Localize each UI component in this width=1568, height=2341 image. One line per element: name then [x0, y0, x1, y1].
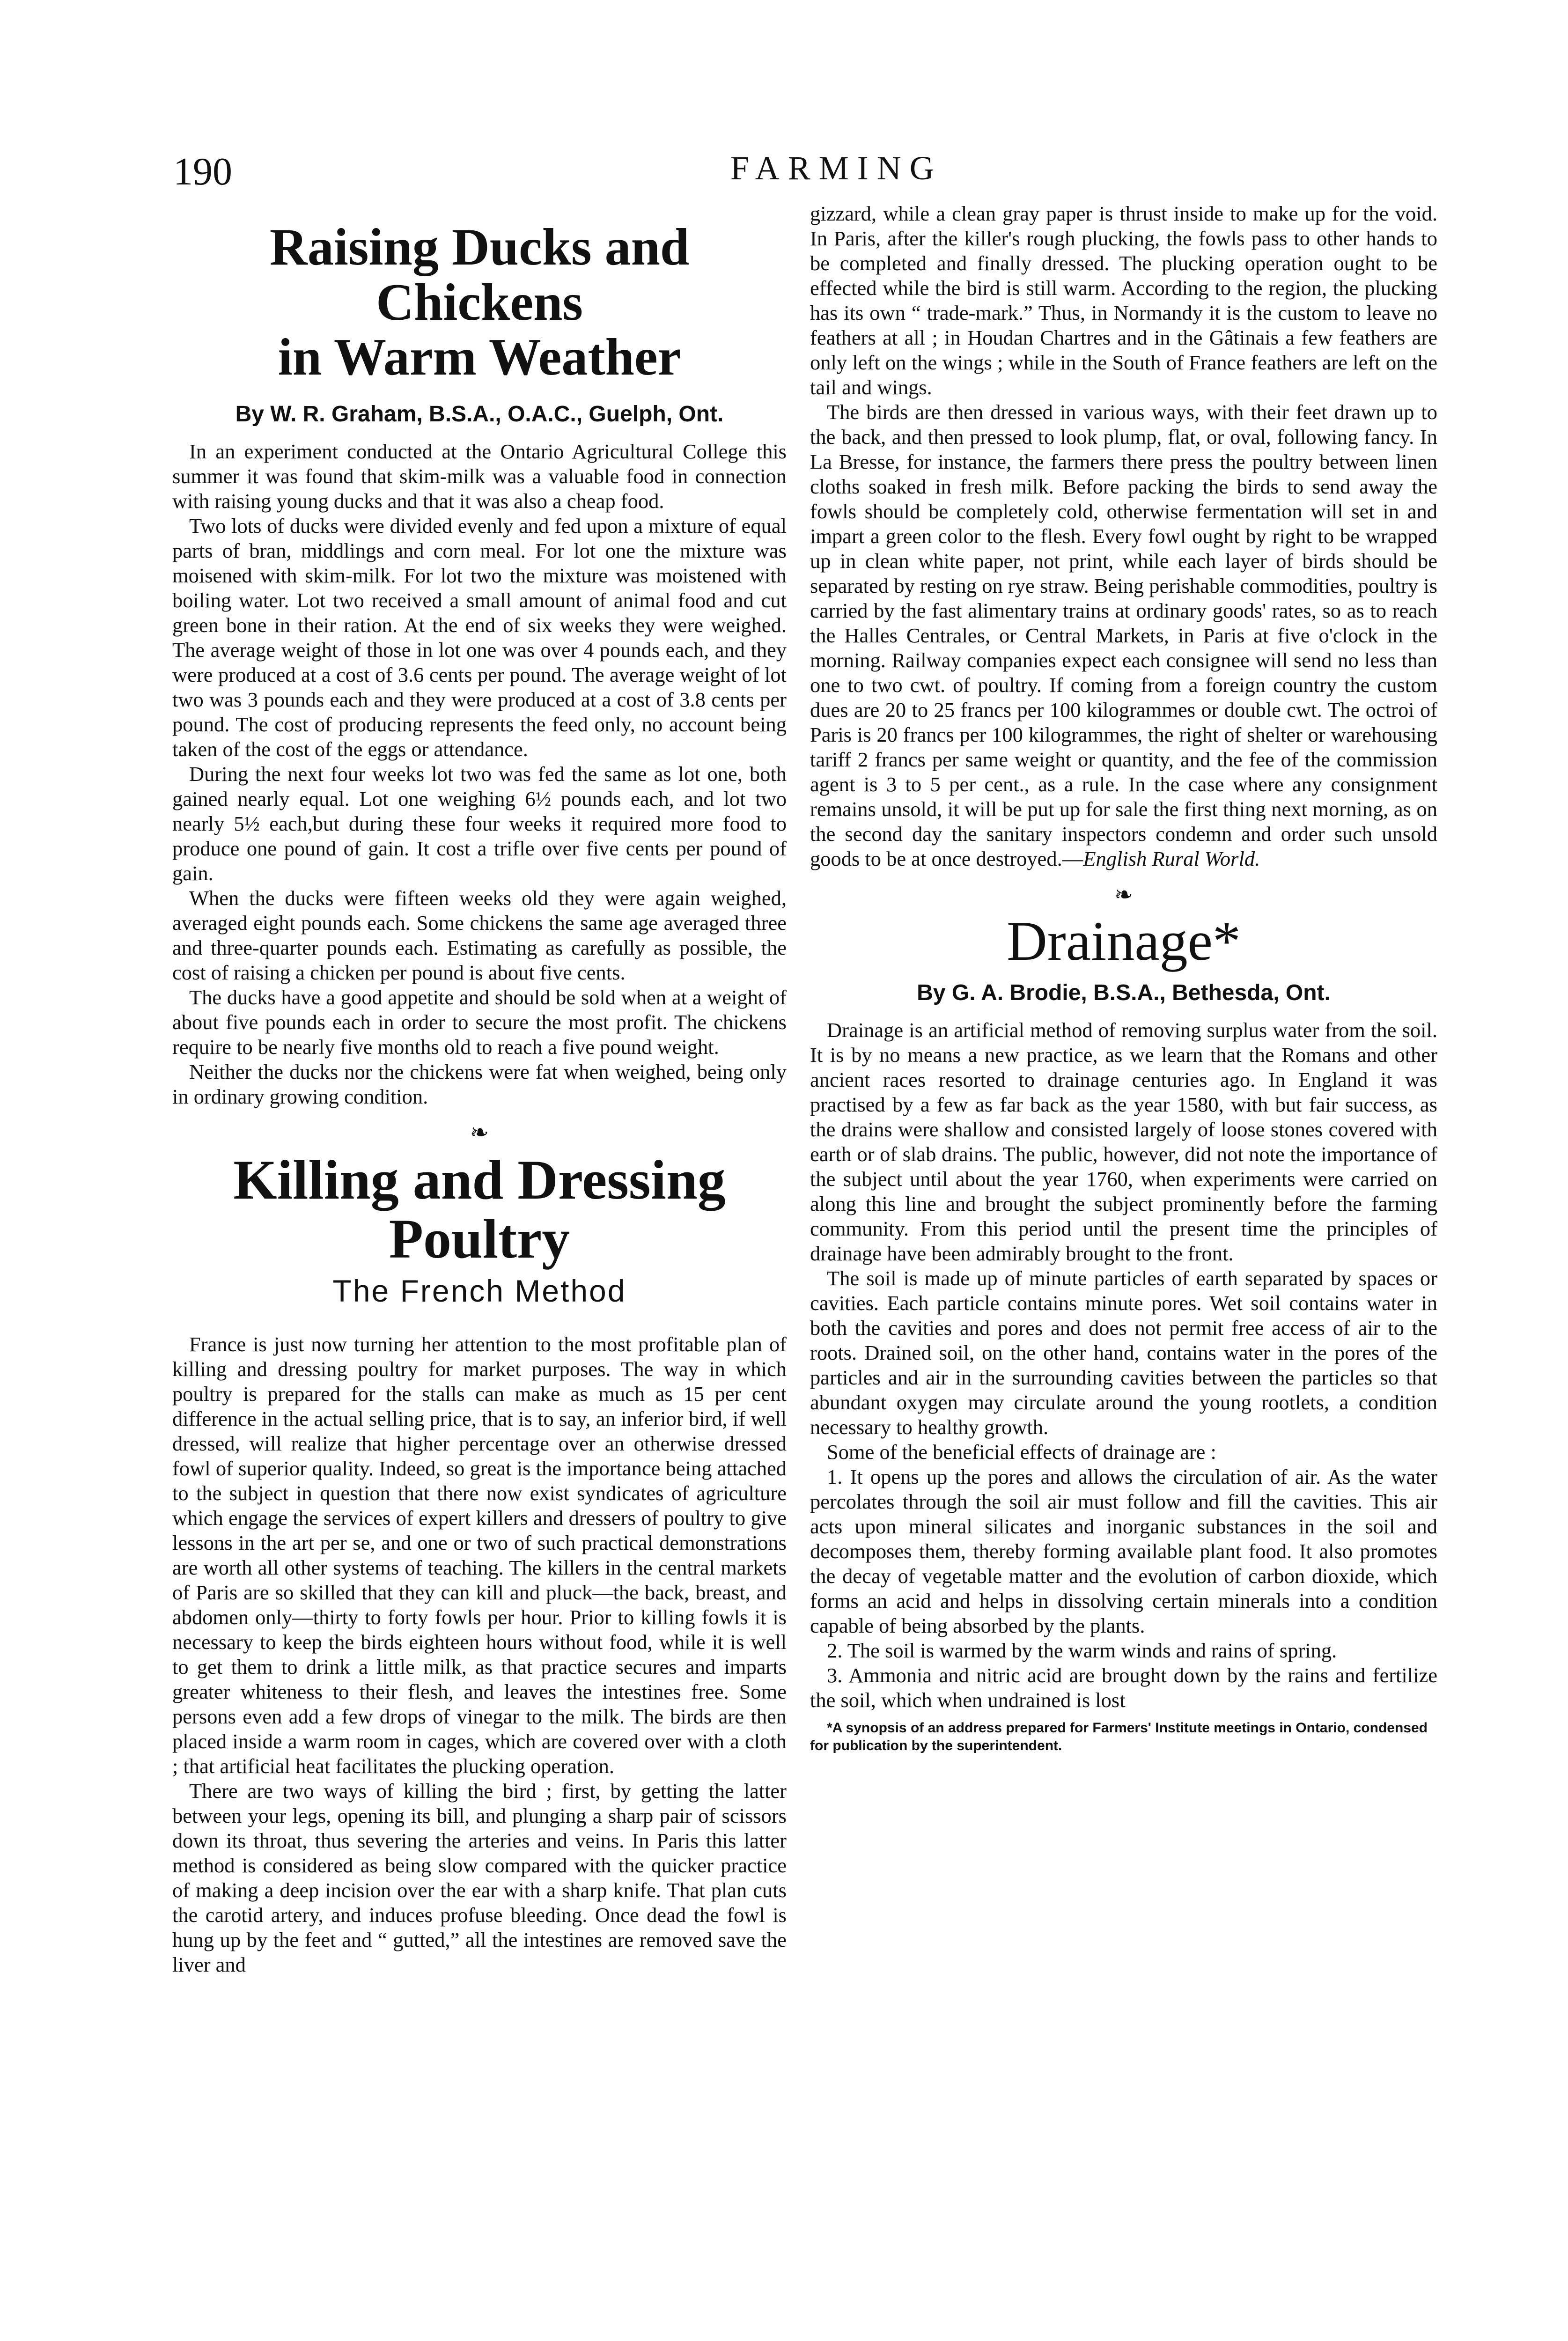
poultry-title: Killing and Dressing Poultry	[233, 1148, 726, 1270]
poultry-source: English Rural World.	[1083, 847, 1260, 870]
drainage-paragraph: 1. It opens up the pores and allows the circulation of air. As the water percolates through the soil air must follow and fill the cavities. This air acts upon mineral silicates and inorganic substances in the soil and decomposes them, thereby forming available plant food. It also promotes the decay of vegetable matter and the evolution of carbon dioxide, which forms an acid and helps in dissolving certain minerals into a condition capable of being absorbed by the plants.	[810, 1465, 1437, 1637]
drainage-paragraph: 2. The soil is warmed by the warm winds and rains of spring.	[827, 1639, 1337, 1662]
drainage-paragraph: 3. Ammonia and nitric acid are brought down by the rains and fertilize the soil, which when undrained is lost	[810, 1664, 1437, 1712]
drainage-paragraph: Some of the beneficial effects of drainage are :	[827, 1440, 1216, 1464]
poultry-paragraph: France is just now turning her attention to the most profitable plan of killing and dressing poultry for market purposes. The way in which poultry is prepared for the stalls can make as much as 15 per cent difference in the actual selling price, that is to say, an inferior bird, if well dressed, will realize that higher percentage over an otherwise dressed fowl of superior quality. Indeed, so great is the importance being attached to the subject in question that there now exist syndicates of agriculture which engage the services of expert killers and dressers of poultry to give lessons in the art per se, and one or two of such practical demonstrations are worth all other systems of teaching. The killers in the central markets of Paris are so skilled that they can kill and pluck—the back, breast, and abdomen only—thirty to forty fowls per hour. Prior to killing fowls it is necessary to keep the birds eighteen hours without food, while it is well to get them to drink a little milk, as that practice secures and imparts greater whiteness to their flesh, and leaves the intestines free. Some persons even add a few drops of vinegar to the milk. The birds are then placed inside a warm room in cages, which are covered over with a cloth ; that artificial heat facilitates the plucking operation.	[172, 1332, 787, 1778]
ducks-paragraph: Two lots of ducks were divided evenly and fed upon a mixture of equal parts of bran, middlings and corn meal. For lot one the mixture was moisened with skim-milk. For lot two the mixture was moistened with boiling water. Lot two received a small amount of animal food and cut green bone in their ration. At the end of six weeks they were weighed. The average weight of those in lot one was over 4 pounds each, and they were produced at a cost of 3.6 cents per pound. The average weight of lot two was 3 pounds each and they were produced at a cost of 3.8 cents per pound. The cost of producing represents the feed only, no account being taken of the cost of the eggs or attendance.	[172, 514, 787, 761]
ducks-title-line1: Raising Ducks and Chickens	[269, 218, 690, 331]
ducks-paragraph: When the ducks were fifteen weeks old they were again weighed, averaged eight pounds each. Some chickens the same age averaged three and three-quarter pounds each. Estimating as carefully as possible, the cost of raising a chicken per pound is about five cents.	[172, 886, 787, 984]
drainage-byline: By G. A. Brodie, B.S.A., Bethesda, Ont.	[917, 980, 1331, 1005]
poultry-paragraph: The birds are then dressed in various ways, with their feet drawn up to the back, and then pressed to look plump, flat, or oval, following fancy. In La Bresse, for instance, the farmers there press the poultry between linen cloths soaked in fresh milk. Before packing the birds to send away the fowls should be completely cold, otherwise fermentation will set in and impart a green color to the flesh. Every fowl ought by right to be wrapped up in clean white paper, not print, while each layer of birds should be separated by resting on rye straw. Being perishable commodities, poultry is carried by the fast alimentary trains at ordinary goods' rates, so as to reach the Halles Centrales, or Central Markets, in Paris at five o'clock in the morning. Railway companies expect each consignee will send no less than one to two cwt. of poultry. If coming from a foreign country the custom dues are 20 to 25 francs per 100 kilogrammes or double cwt. The octroi of Paris is 20 francs per 100 kilogrammes, the right of shelter or warehousing tariff 2 francs per same weight or quantity, and the fee of the commission agent is 3 to 5 per cent., as a rule. In the case where any consignment remains unsold, it will be put up for sale the first thing next morning, as on the second day the sanitary inspectors condemn and order such unsold goods to be at once destroyed.—English Rural World.	[810, 400, 1437, 870]
poultry-paragraph-continued: gizzard, while a clean gray paper is thrust inside to make up for the void. In Paris, after the killer's rough plucking, the fowls pass to other hands to be completed and finally dressed. The plucking operation ought to be effected while the bird is still warm. According to the region, the plucking has its own “ trade-mark.” Thus, in Normandy it is the custom to leave no feathers at all ; in Houdan Chartres and in the Gâtinais a few feathers are only left on the wings ; while in the South of France feathers are left on the tail and wings.	[810, 202, 1437, 399]
left-column	[172, 201, 787, 1977]
page-number: 190	[173, 150, 232, 193]
ducks-paragraph: The ducks have a good appetite and should be sold when at a weight of about five pounds each in order to secure the most profit. The chickens require to be nearly five months old to reach a five pound weight.	[172, 985, 787, 1059]
ducks-paragraph: Neither the ducks nor the chickens were fat when weighed, being only in ordinary growing condition.	[172, 1060, 787, 1108]
ornament-icon: ❧	[470, 1120, 489, 1145]
drainage-footnote: *A synopsis of an address prepared for Farmers' Institute meetings in Ontario, condensed for publication by the superintendent.	[810, 1720, 1428, 1753]
poultry-paragraph: There are two ways of killing the bird ; first, by getting the latter between your legs, opening its bill, and plunging a sharp pair of scissors down its throat, thus severing the arteries and veins. In Paris this latter method is considered as being slow compared with the quicker practice of making a deep incision over the ear with a sharp knife. That plan cuts the carotid artery, and induces profuse bleeding. Once dead the fowl is hung up by the feet and “ gutted,” all the intestines are removed save the liver and	[172, 1779, 787, 1976]
ducks-paragraph: During the next four weeks lot two was fed the same as lot one, both gained nearly equal. Lot one weighing 6½ pounds each, and lot two nearly 5½ each,but during these four weeks it required more food to produce one pound of gain. It cost a trifle over five cents per pound of gain.	[172, 762, 787, 885]
drainage-title: Drainage*	[1007, 910, 1241, 972]
drainage-paragraph: Drainage is an artificial method of removing surplus water from the soil. It is by no means a new practice, as we learn that the Romans and other ancient races resorted to drainage centuries ago. In England it was practised by a few as far back as the year 1580, with but fair success, as the drains were shallow and consisted largely of loose stones covered with earth or of slab drains. The public, however, did not note the importance of the subject until about the year 1760, when experiments were carried on along this line and brought the subject prominently before the farming community. From this period until the present time the principles of drainage have been admirably brought to the front.	[810, 1018, 1437, 1265]
running-head: FARMING	[730, 149, 942, 187]
ducks-title-line2: in Warm Weather	[278, 328, 681, 387]
right-column	[810, 201, 1437, 1755]
ducks-title	[172, 220, 787, 385]
drainage-paragraph: The soil is made up of minute particles of earth separated by spaces or cavities. Each particle contains minute pores. Wet soil contains water in both the cavities and pores and does not permit free access of air to the roots. Drained soil, on the other hand, contains water in the pores of the particles and air in the surrounding cavities between the particles so that abundant oxygen may circulate around the young rootlets, a condition necessary to healthy growth.	[810, 1266, 1437, 1439]
ducks-paragraph: In an experiment conducted at the Ontario Agricultural College this summer it was found that skim-milk was a valuable food in connection with raising young ducks and that it was also a cheap food.	[172, 439, 787, 513]
ornament-icon: ❧	[1114, 883, 1134, 907]
poultry-subtitle: The French Method	[332, 1273, 626, 1308]
ducks-byline: By W. R. Graham, B.S.A., O.A.C., Guelph, Ont.	[235, 401, 724, 427]
